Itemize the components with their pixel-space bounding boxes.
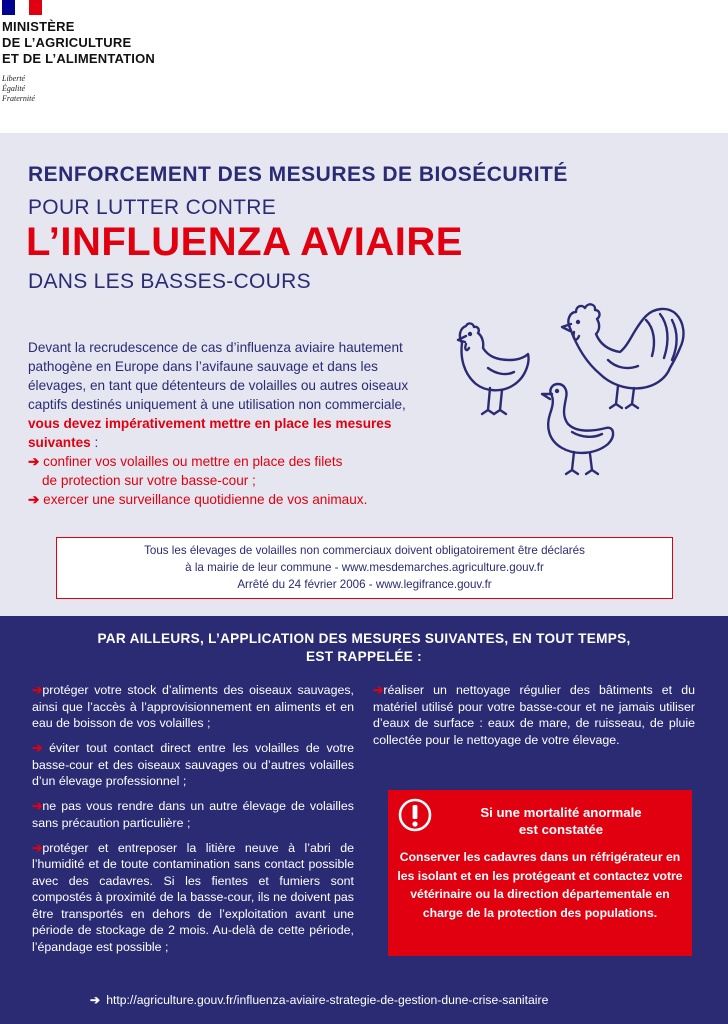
- measure-item: ➔ne pas vous rendre dans un autre élevage de volailles sans précaution particulière ;: [32, 799, 354, 830]
- notice-line: Arrêté du 24 février 2006 - www.legifrance.gouv.fr: [237, 578, 492, 591]
- title-line-1: RENFORCEMENT DES MESURES DE BIOSÉCURITÉ: [28, 163, 568, 186]
- ministry-line: MINISTÈRE: [2, 19, 75, 34]
- rooster-icon: [562, 304, 683, 408]
- alert-body: Conserver les cadavres dans un réfrigérateur en les isolant et en les protégeant et contactez votre vétérinaire ou la direction départementale en charge de la protection des populations.: [397, 850, 683, 920]
- arrow-icon: ➔: [32, 683, 43, 697]
- footer-link[interactable]: [90, 993, 548, 1007]
- footer-link-text[interactable]: http://agriculture.gouv.fr/influenza-aviaire-strategie-de-gestion-dune-crise-sanitaire: [106, 993, 549, 1007]
- motto-line: Liberté: [2, 74, 26, 83]
- arrow-icon: ➔: [28, 492, 40, 507]
- arrow-icon: ➔: [32, 799, 43, 813]
- arrow-icon: ➔: [373, 683, 384, 697]
- ministry-line: ET DE L’ALIMENTATION: [2, 51, 156, 66]
- ministry-name: [2, 19, 155, 67]
- french-flag-logo: [2, 0, 42, 15]
- alert-heading-line: Si une mortalité anormale: [480, 805, 642, 820]
- measure-item: ➔réaliser un nettoyage régulier des bâtiments et du matériel utilisé pour votre basse-cour et ne jamais utiliser d’eaux de surface : eaux de mare, de ruisseau, de pluie collectée pour le nettoyage de votre élevage.: [373, 683, 695, 747]
- poultry-illustration: [440, 298, 700, 478]
- measures-title: [20, 630, 708, 666]
- arrow-icon: ➔: [32, 741, 43, 755]
- main-title: L’INFLUENZA AVIAIRE: [26, 220, 463, 264]
- measures-title-line: PAR AILLEURS, L’APPLICATION DES MESURES SUIVANTES, EN TOUT TEMPS,: [97, 631, 631, 646]
- title-line-4: DANS LES BASSES-COURS: [28, 270, 311, 293]
- ministry-line: DE L’AGRICULTURE: [2, 35, 132, 50]
- measures-title-line: EST RAPPELÉE :: [306, 649, 422, 664]
- intro-bullet: ➔ exercer une surveillance quotidienne de vos animaux.: [28, 492, 368, 507]
- mortality-alert-box: [388, 790, 692, 956]
- intro-text: Devant la recrudescence de cas d’influenza aviaire hautement pathogène en Europe dans l’avifaune sauvage et dans les élevages, en tant que détenteurs de volailles ou autres oiseaux captifs destinés uniquement à une utilisation non commerciale,: [28, 340, 409, 412]
- measures-left-column: [32, 682, 354, 964]
- exclamation-icon: [398, 798, 432, 832]
- intro-emphasis: vous devez impérativement mettre en place les mesures suivantes: [28, 416, 392, 450]
- alert-heading-line: est constatée: [518, 822, 604, 837]
- notice-line: à la mairie de leur commune - www.mesdemarches.agriculture.gouv.fr: [185, 561, 544, 574]
- arrow-right-icon: ➔: [90, 993, 101, 1007]
- arrow-icon: ➔: [28, 454, 40, 469]
- measure-item: ➔protéger et entreposer la litière neuve à l’abri de l’humidité et de toute contamination sans contact possible avec des cadavres. Si les fientes et fumiers sont compostés à proximité de la basse-cour, ils ne doivent pas être transportés en dehors de l’exploitation avant une période de stockage de 2 mois. Au-delà de cette période, l’épandage est possible ;: [32, 840, 354, 954]
- declaration-notice: [56, 537, 673, 599]
- intro-paragraph: [28, 338, 438, 509]
- goose-icon: [542, 384, 613, 474]
- motto-line: Fraternité: [2, 94, 35, 103]
- republic-motto: [2, 74, 35, 104]
- alert-heading: [436, 804, 686, 838]
- intro-bullet: ➔ confiner vos volailles ou mettre en place des filets: [28, 454, 343, 469]
- header: [0, 0, 728, 133]
- measure-item: ➔ éviter tout contact direct entre les volailles de votre basse-cour et des oiseaux sauvages ou d’autres volailles d’un élevage professionnel ;: [32, 741, 354, 788]
- motto-line: Égalité: [2, 84, 26, 93]
- measure-item: ➔protéger votre stock d’aliments des oiseaux sauvages, ainsi que l’accès à l’approvisionnement en aliments et en eau de boisson de vos volailles ;: [32, 683, 354, 730]
- notice-line: Tous les élevages de volailles non commerciaux doivent obligatoirement être déclarés: [144, 544, 585, 557]
- intro-bullet-continuation: de protection sur votre basse-cour ;: [42, 473, 256, 488]
- measures-right-column: [373, 682, 695, 757]
- title-line-2: POUR LUTTER CONTRE: [28, 196, 277, 219]
- intro-colon: :: [90, 435, 99, 450]
- arrow-icon: ➔: [32, 840, 43, 855]
- hen-icon: [458, 323, 528, 414]
